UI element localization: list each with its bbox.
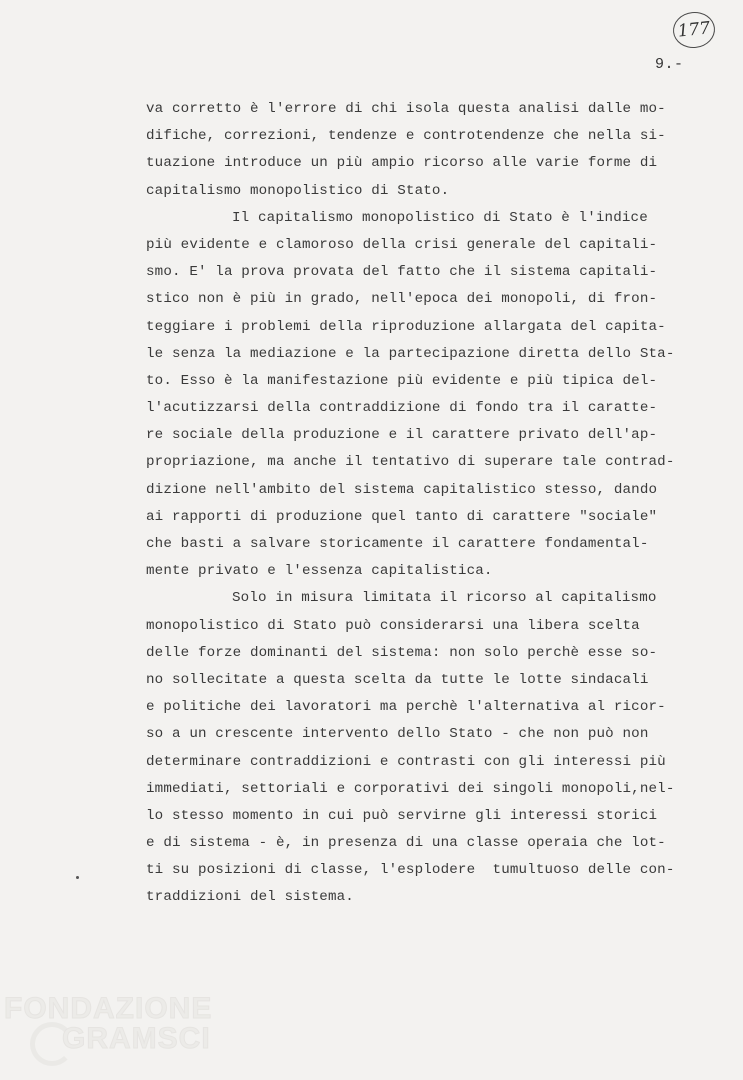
- text-line: lo stesso momento in cui può servirne gli interessi storici: [146, 807, 658, 824]
- text-line: ai rapporti di produzione quel tanto di carattere "sociale": [146, 508, 658, 525]
- text-line: dizione nell'ambito del sistema capitalistico stesso, dando: [146, 481, 658, 498]
- typewritten-body: [146, 96, 706, 912]
- text-line: to. Esso è la manifestazione più evidente e più tipica del-: [146, 372, 658, 389]
- watermark-line-2: GRAMSCI: [62, 1022, 211, 1055]
- text-line: le senza la mediazione e la partecipazione diretta dello Sta-: [146, 345, 675, 362]
- text-line: determinare contraddizioni e contrasti con gli interessi più: [146, 753, 666, 770]
- text-line: smo. E' la prova provata del fatto che il sistema capitali-: [146, 264, 658, 281]
- text-line: che basti a salvare storicamente il carattere fondamental-: [146, 536, 649, 552]
- archive-watermark: [0, 992, 213, 1072]
- text-line: mente privato e l'essenza capitalistica.: [146, 563, 493, 580]
- text-line: difiche, correzioni, tendenze e controtendenze che nella si-: [146, 128, 666, 145]
- archive-number-stamp: [671, 10, 717, 50]
- text-line: traddizioni del sistema.: [146, 889, 354, 906]
- text-line: re sociale della produzione e il carattere privato dell'ap-: [146, 427, 658, 444]
- text-line: so a un crescente intervento dello Stato - che non può non: [146, 726, 649, 743]
- archive-number-text: 177: [676, 18, 712, 42]
- text-line: propriazione, ma anche il tentativo di superare tale contrad-: [146, 454, 675, 471]
- text-line: ti su posizioni di classe, l'esplodere tumultuoso delle con-: [146, 862, 675, 879]
- ink-speck: [76, 876, 79, 879]
- text-line: teggiare i problemi della riproduzione allargata del capita-: [146, 318, 666, 335]
- text-line: stico non è più in grado, nell'epoca dei monopoli, di fron-: [146, 291, 658, 308]
- text-line: l'acutizzarsi della contraddizione di fondo tra il caratte-: [146, 400, 658, 417]
- text-line: no sollecitate a questa scelta da tutte le lotte sindacali: [146, 671, 649, 688]
- text-line: capitalismo monopolistico di Stato.: [146, 182, 450, 199]
- paragraph-start-line: Solo in misura limitata il ricorso al capitalismo: [232, 590, 657, 607]
- text-line: e politiche dei lavoratori ma perchè l'alternativa al ricor-: [146, 699, 666, 716]
- text-line: e di sistema - è, in presenza di una classe operaia che lot-: [146, 835, 666, 852]
- text-line: monopolistico di Stato può considerarsi una libera scelta: [146, 617, 640, 634]
- paragraph-start-line: Il capitalismo monopolistico di Stato è l'indice: [232, 209, 648, 226]
- text-line: va corretto è l'errore di chi isola questa analisi dalle mo-: [146, 101, 666, 117]
- text-line: più evidente e clamoroso della crisi generale del capitali-: [146, 236, 658, 253]
- text-line: delle forze dominanti del sistema: non solo perchè esse so-: [146, 644, 658, 661]
- page-number: 9.-: [655, 56, 684, 73]
- text-line: immediati, settoriali e corporativi dei singoli monopoli,nel-: [146, 780, 675, 797]
- text-line: tuazione introduce un più ampio ricorso alle varie forme di: [146, 155, 658, 172]
- watermark-line-1: FONDAZIONE: [4, 992, 213, 1025]
